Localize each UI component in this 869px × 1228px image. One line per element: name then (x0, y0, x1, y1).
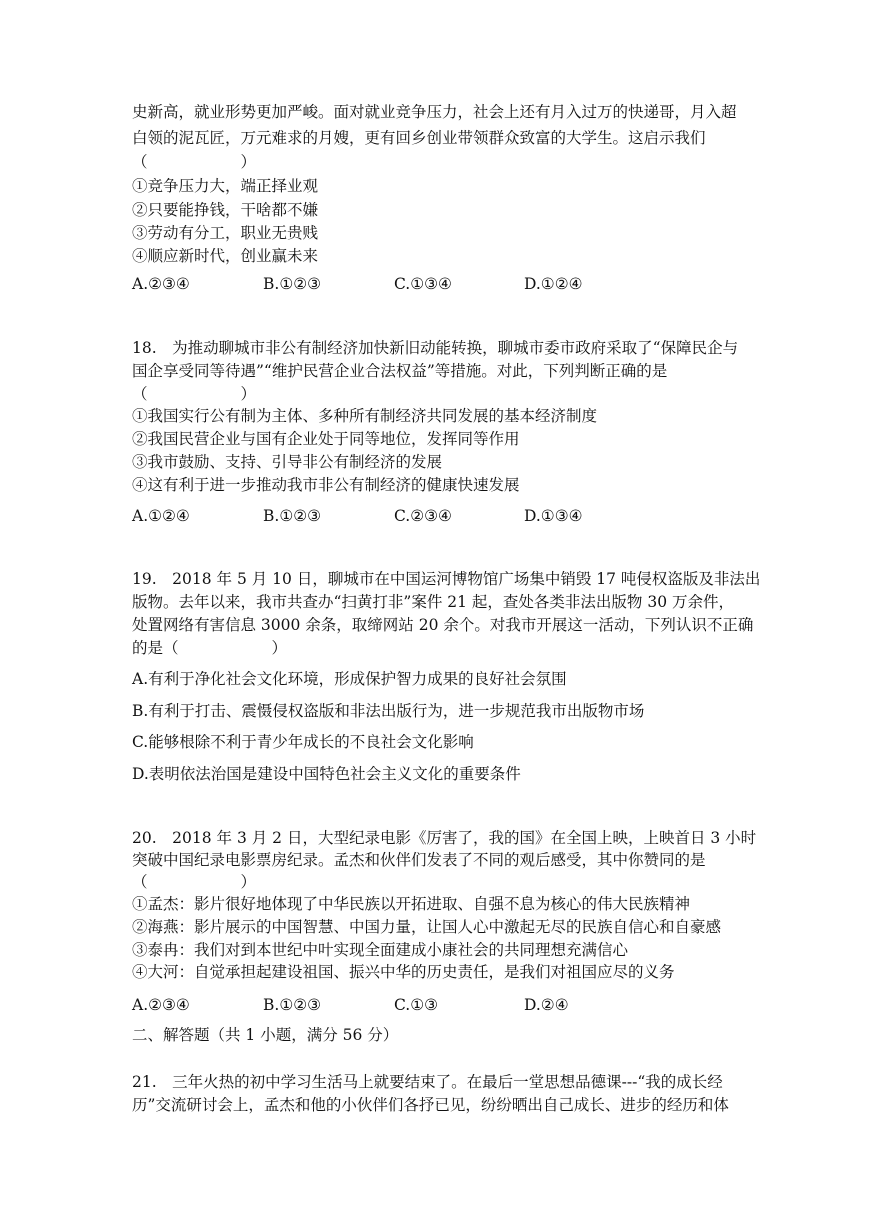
q18-line-2: 国企享受同等待遇”“维护民营企业合法权益”等措施。对此，下列判断正确的是 (132, 362, 668, 380)
q18-option-a: A.①②④ (132, 507, 190, 525)
q17-option-d: D.①②④ (524, 275, 583, 293)
q19-line-1: 19. 2018 年 5 月 10 日，聊城市在中国运河博物馆广场集中销毁 17 吨侵权盗版及非法出 (132, 570, 761, 588)
q17-line-1: 史新高，就业形势更加严峻。面对就业竞争压力，社会上还有月入过万的快递哥，月入超 (132, 103, 737, 121)
q20-line-2: 突破中国纪录电影票房纪录。孟杰和伙伴们发表了不同的观后感受，其中你赞同的是 (132, 851, 706, 869)
section-heading-2: 二、解答题（共 1 小题，满分 56 分） (132, 1026, 399, 1044)
q19-option-c: C.能够根除不利于青少年成长的不良社会文化影响 (132, 733, 474, 751)
q20-option-a: A.②③④ (132, 996, 190, 1014)
q20-item-3: ③泰冉：我们对到本世纪中叶实现全面建成小康社会的共同理想充满信心 (132, 941, 629, 959)
q21-line-1: 21. 三年火热的初中学习生活马上就要结束了。在最后一堂思想品德课---“我的成长经 (132, 1073, 723, 1091)
q20-item-4: ④大河：自觉承担起建设祖国、振兴中华的历史责任，是我们对祖国应尽的义务 (132, 963, 675, 981)
q19-line-4: 的是（ ） (132, 639, 288, 657)
q17-option-a: A.②③④ (132, 275, 190, 293)
q21-line-2: 历”交流研讨会上，孟杰和他的小伙伴们各抒已见，纷纷晒出自己成长、进步的经历和体 (132, 1096, 729, 1114)
q17-item-1: ①竞争压力大，端正择业观 (132, 177, 319, 195)
q19-option-a: A.有利于净化社会文化环境，形成保护智力成果的良好社会氛围 (132, 670, 567, 688)
q18-item-1: ①我国实行公有制为主体、多种所有制经济共同发展的基本经济制度 (132, 407, 598, 425)
q18-item-4: ④这有利于进一步推动我市非公有制经济的健康快速发展 (132, 476, 520, 494)
q20-item-1: ①孟杰：影片很好地体现了中华民族以开拓进取、自强不息为核心的伟大民族精神 (132, 895, 691, 913)
q18-answer-blank: （ ） (132, 385, 257, 403)
q17-answer-blank: （ ） (132, 153, 257, 171)
q20-option-d: D.②④ (524, 996, 569, 1014)
q17-item-2: ②只要能挣钱，干啥都不嫌 (132, 201, 319, 219)
q18-option-d: D.①③④ (524, 507, 583, 525)
q20-option-c: C.①③ (394, 996, 439, 1014)
q17-item-4: ④顺应新时代，创业赢未来 (132, 247, 319, 265)
q18-item-2: ②我国民营企业与国有企业处于同等地位，发挥同等作用 (132, 430, 520, 448)
q20-line-1: 20. 2018 年 3 月 2 日，大型纪录电影《厉害了，我的国》在全国上映，上映首日 3 小时 (132, 829, 757, 847)
q20-answer-blank: （ ） (132, 873, 257, 891)
q17-line-2: 白领的泥瓦匠，万元难求的月嫂，更有回乡创业带领群众致富的大学生。这启示我们 (132, 129, 706, 147)
q20-item-2: ②海燕：影片展示的中国智慧、中国力量，让国人心中激起无尽的民族自信心和自豪感 (132, 918, 722, 936)
q19-line-2: 版物。去年以来，我市共查办“扫黄打非”案件 21 起，查处各类非法出版物 30 万余件， (132, 593, 735, 611)
q19-option-b: B.有利于打击、震慑侵权盗版和非法出版行为，进一步规范我市出版物市场 (132, 702, 645, 720)
q19-line-3: 处置网络有害信息 3000 余条，取缔网站 20 余个。对我市开展这一活动，下列认识不正确 (132, 616, 754, 634)
q19-option-d: D.表明依法治国是建设中国特色社会主义文化的重要条件 (132, 765, 521, 783)
q20-option-b: B.①②③ (263, 996, 322, 1014)
q18-item-3: ③我市鼓励、支持、引导非公有制经济的发展 (132, 453, 443, 471)
q17-option-b: B.①②③ (263, 275, 322, 293)
q18-option-c: C.②③④ (394, 507, 452, 525)
q17-item-3: ③劳动有分工，职业无贵贱 (132, 224, 319, 242)
q17-option-c: C.①③④ (394, 275, 452, 293)
q18-line-1: 18. 为推动聊城市非公有制经济加快新旧动能转换，聊城市委市政府采取了“保障民企与 (132, 339, 739, 357)
q18-option-b: B.①②③ (263, 507, 322, 525)
